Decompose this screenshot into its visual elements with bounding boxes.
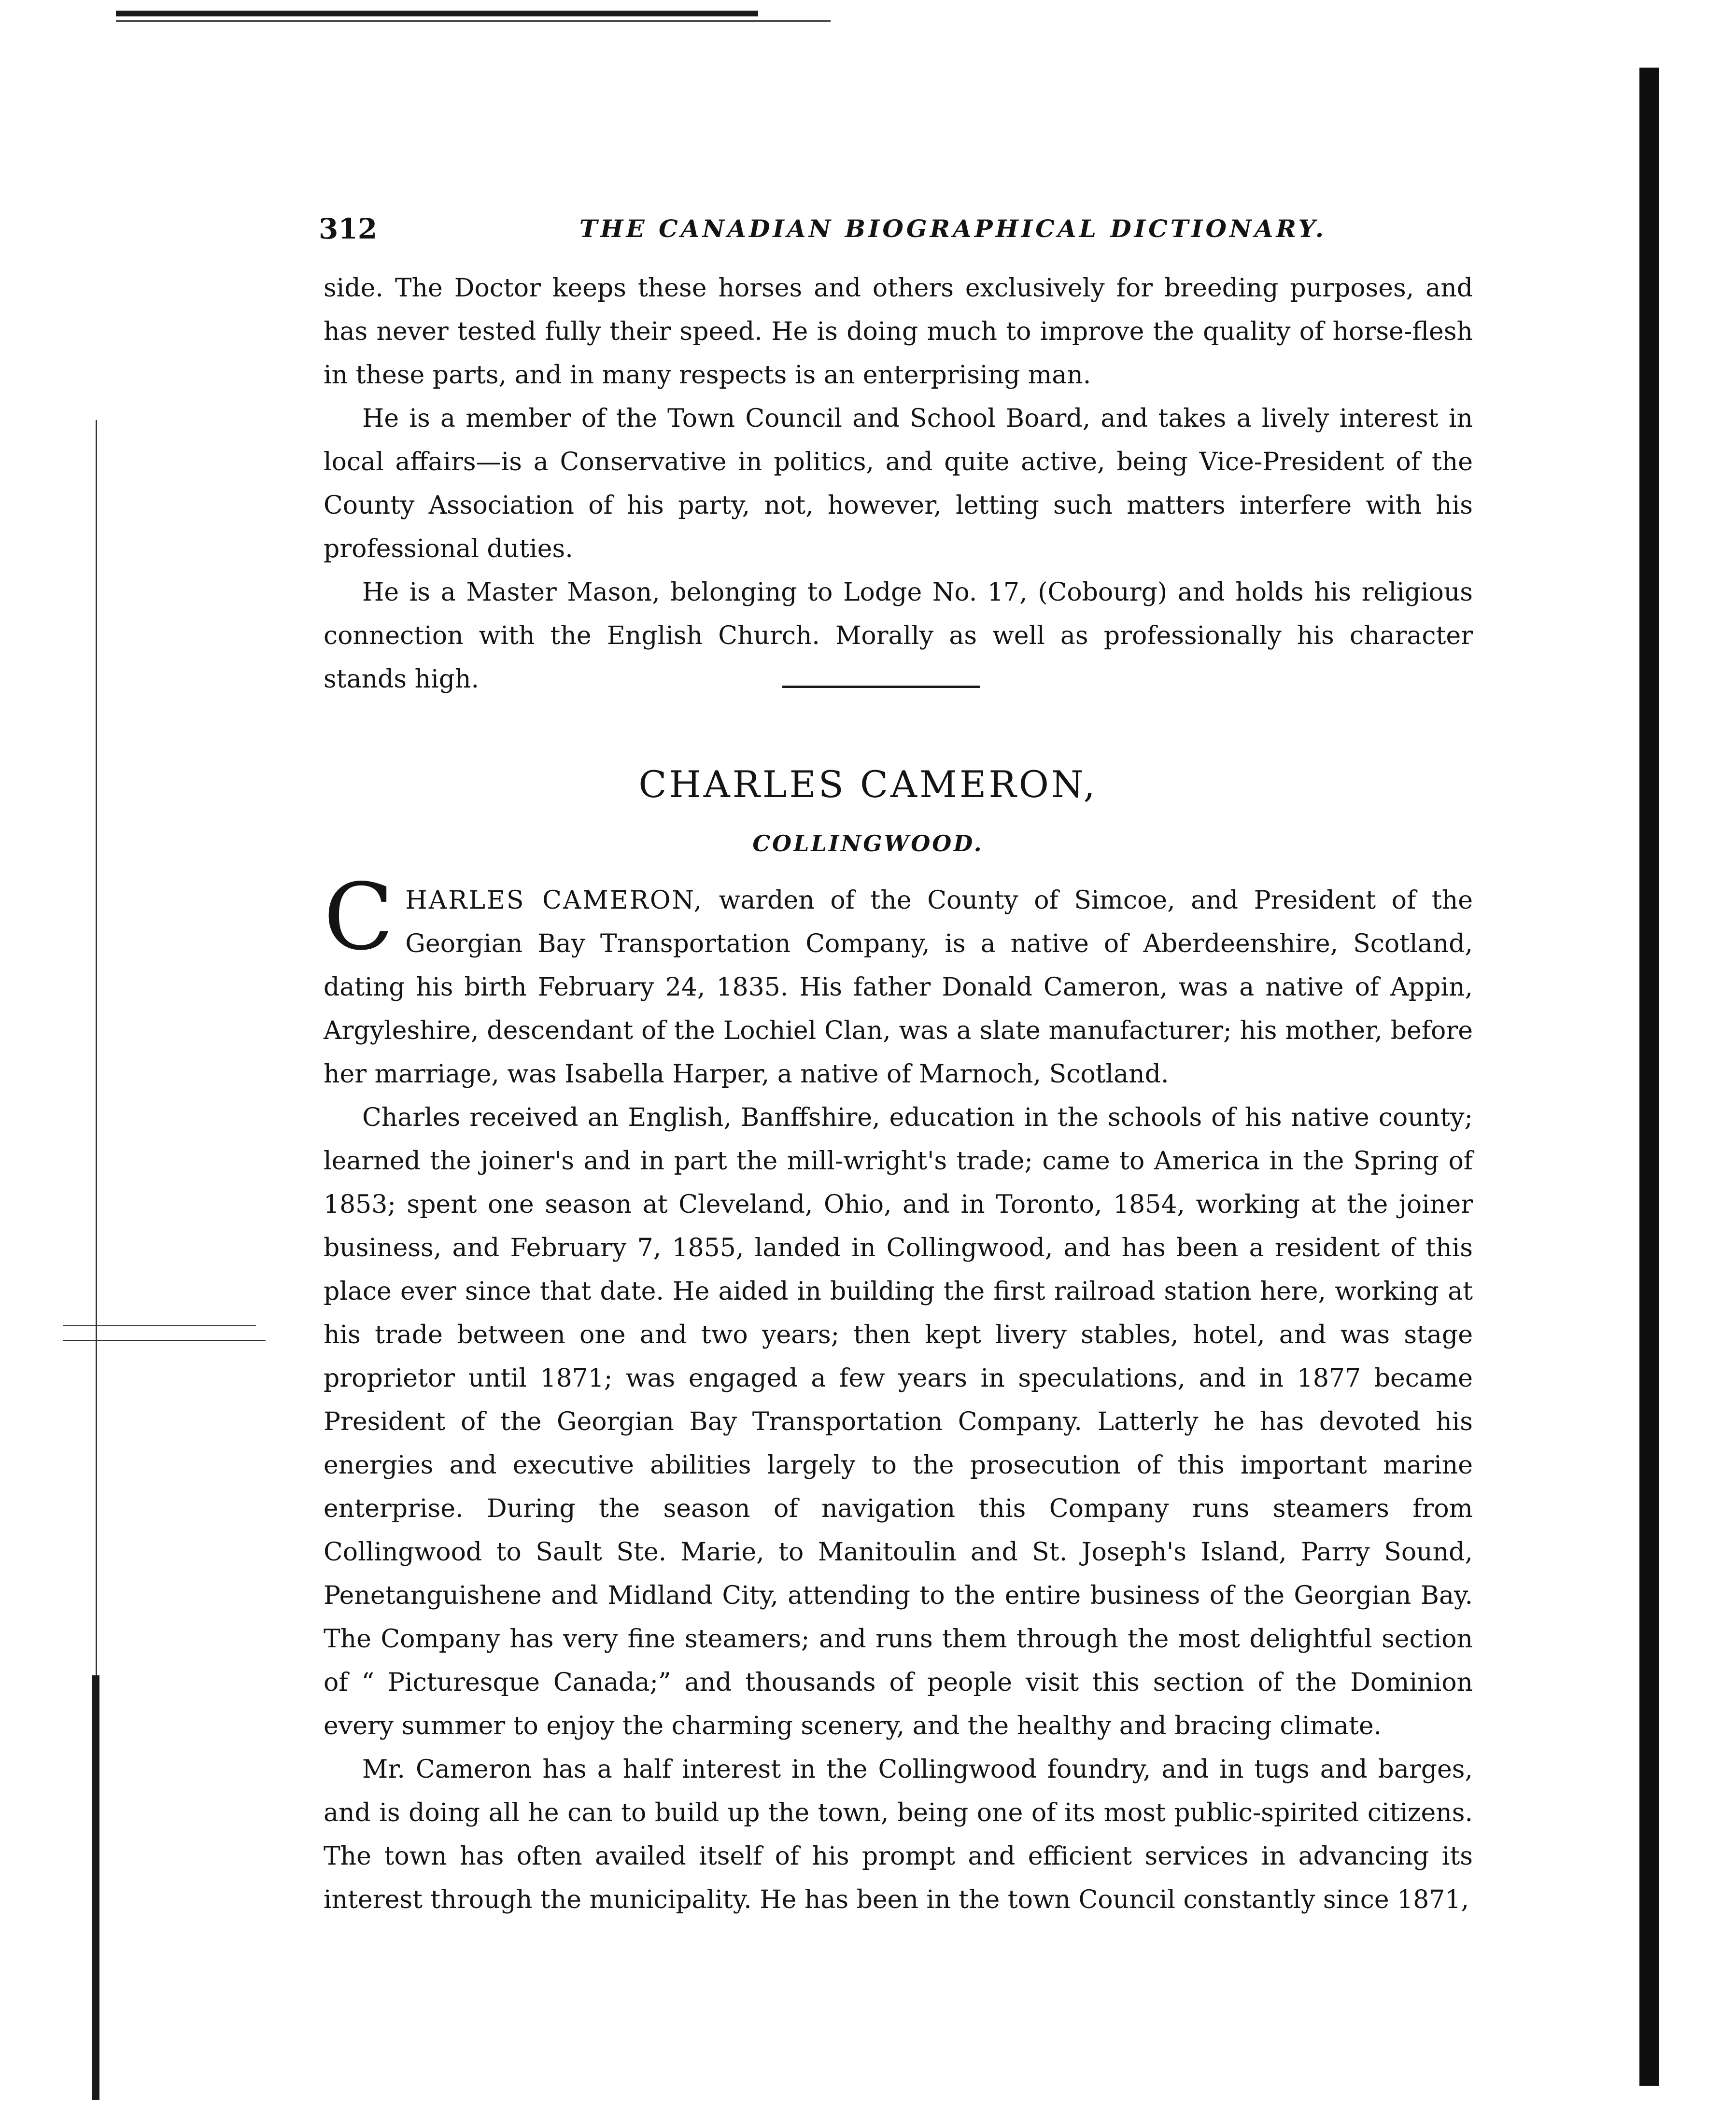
section-divider <box>782 686 980 688</box>
scan-mark <box>63 1325 256 1326</box>
paragraph: side. The Doctor keeps these horses and others exclusively for breeding purposes, and has never tested fully their speed. He is doing much to improve the quality of horse-flesh in these parts, and in many respects is an enterprising man. <box>324 274 1473 390</box>
scan-edge-left <box>92 1675 99 2100</box>
drop-cap: C <box>324 864 394 970</box>
lead-caps: HARLES CAMERON, <box>405 886 704 915</box>
previous-entry-text <box>324 267 1473 701</box>
paragraph: He is a member of the Town Council and School Board, and takes a lively interest in local affairs—is a Conservative in politics, and quite active, being Vice-President of the County Association of his party, not, however, letting such matters interfere with his professional duties. <box>324 404 1473 563</box>
running-title: THE CANADIAN BIOGRAPHICAL DICTIONARY. <box>579 214 1327 243</box>
paragraph: Charles received an English, Banffshire, education in the schools of his native county; learned the joiner's and in part the mill-wright's trade; came to America in the Spring of 1853; spent one season at Cleveland, Ohio, and in Toronto, 1854, working at the joiner business, and February 7, 1855, landed in Collingwood, and has been a resident of this place ever since that date. He aided in building the first railroad station here, working at his trade between one and two years; then kept livery stables, hotel, and was stage proprietor until 1871; was engaged a few years in speculations, and in 1877 became President of the Georgian Bay Transportation Company. Latterly he has devoted his energies and executive abilities largely to the prosecution of this important marine enterprise. During the season of navigation this Company runs steamers from Collingwood to Sault Ste. Marie, to Manitoulin and St. Joseph's Island, Parry Sound, Penetanguishene and Midland City, attending to the entire business of the Georgian Bay. The Company has very fine steamers; and runs them through the most delightful section of “ Picturesque Canada;” and thousands of people visit this section of the Dominion every summer to enjoy the charming scenery, and the healthy and bracing climate. <box>324 1103 1473 1741</box>
biography-text <box>324 864 1473 1922</box>
scan-edge-left-line <box>96 420 97 1675</box>
scan-edge-top-thin <box>116 20 831 22</box>
paragraph: Mr. Cameron has a half interest in the Collingwood foundry, and in tugs and barges, and is doing all he can to build up the town, being one of its most public-spirited citizens. The town has often availed itself of his prompt and efficient services in advancing its interest through the municipality. He has been in the town Council constantly since 1871, <box>324 1755 1473 1914</box>
paragraph: He is a Master Mason, belonging to Lodge No. 17, (Cobourg) and holds his religious connection with the English Church. Morally as well as professionally his character stands high. <box>324 578 1473 694</box>
paragraph <box>324 864 1473 1096</box>
paragraph-text: warden of the County of Simcoe, and President of the Georgian Bay Transportation Company, is a native of Aberdeenshire, Scotland, dating his birth February 24, 1835. His father Donald Cameron, was a native of Appin, Argyleshire, descendant of the Lochiel Clan, was a slate manufacturer; his mother, before her marriage, was Isabella Harper, a native of Marnoch, Scotland. <box>324 886 1473 1089</box>
page-number: 312 <box>319 212 378 245</box>
biography-name: CHARLES CAMERON, <box>638 763 1098 806</box>
scan-edge-top <box>116 11 758 16</box>
biography-place: COLLINGWOOD. <box>752 830 984 856</box>
scan-edge-right <box>1639 68 1659 2086</box>
scan-mark <box>63 1340 266 1341</box>
page-header <box>319 212 1487 251</box>
